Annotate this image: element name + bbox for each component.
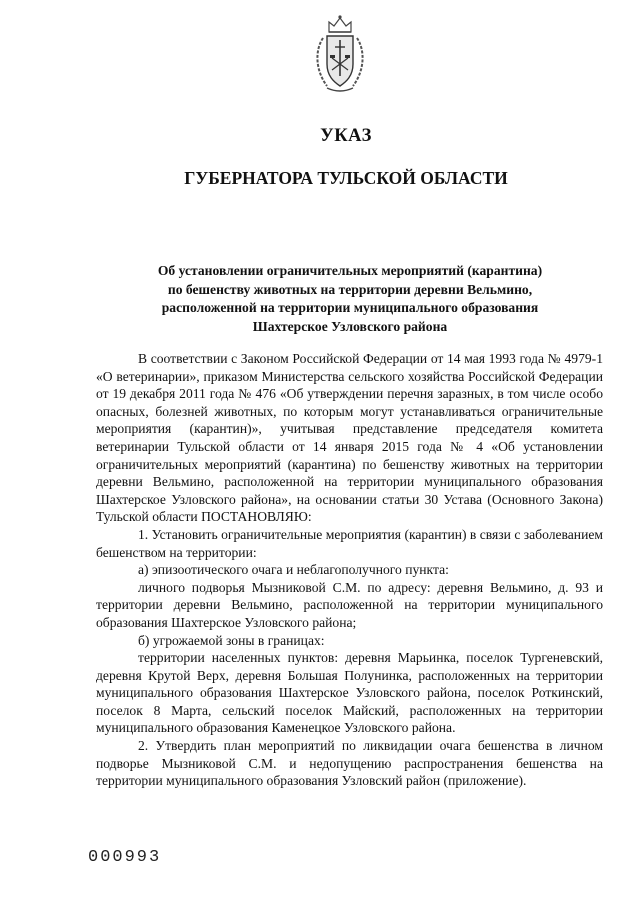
preamble-paragraph: В соответствии с Законом Российской Федерации от 14 мая 1993 года № 4979-1 «О ветеринарии», приказом Министерства сельского хозяйства Российской Федерации от 19 декабря 2011 года № 476 «Об утверждении перечня заразных, в том числе особо опасных, болезней животных, по которым могут устанавливаться ограничительные мероприятия (карантин)», учитывая представление председателя комитета ветеринарии Тульской области от 14 января 2015 года № 4 «Об установлении ограничительных мероприятий (карантина) по бешенству животных на территории деревни Вельмино, расположенной на территории муниципального образования Шахтерское Узловского района», на основании статьи 30 Устава (Основного Закона) Тульской области ПОСТАНОВЛЯЮ:	[96, 351, 603, 525]
subject-line: Шахтерское Узловского района	[252, 318, 448, 334]
item-2-paragraph: 2. Утвердить план мероприятий по ликвидации очага бешенства в личном подворье Мызниковой С.М. и недопущению распространения бешенства на территории муниципального образования Узловский район (приложение).	[96, 738, 603, 789]
document-serial-number: 000993	[88, 848, 162, 867]
item-1b-paragraph: территории населенных пунктов: деревня Марьинка, поселок Тургеневский, деревня Крутой Верх, деревня Большая Полунинка, расположенных на территории муниципального образования Шахтерское Узловского района, поселок Роткинский, поселок 8 Марта, сельский поселок Майский, расположенных на территории муниципального образования Каменецкое Узловского района.	[96, 650, 603, 736]
subject-line: по бешенству животных на территории деревни Вельмино,	[167, 281, 533, 297]
item-1a-paragraph: личного подворья Мызниковой С.М. по адресу: деревня Вельмино, д. 93 и территории деревни Вельмино, расположенной на территории муниципального образования Шахтерское Узловского района;	[96, 579, 603, 630]
issuer-title: ГУБЕРНАТОРА ТУЛЬСКОЙ ОБЛАСТИ	[184, 168, 508, 188]
item-1-paragraph: 1. Установить ограничительные мероприятия (карантин) в связи с заболеванием бешенством на территории:	[96, 526, 603, 560]
item-1b-title: б) угрожаемой зоны в границах:	[138, 632, 325, 648]
subject-line: Об установлении ограничительных мероприятий (карантина)	[157, 263, 543, 278]
coat-of-arms-icon	[313, 14, 367, 96]
document-type-title: УКАЗ	[320, 126, 372, 146]
decree-body	[96, 350, 603, 790]
decree-subject	[108, 262, 592, 336]
item-1a-title: а) эпизоотического очага и неблагополучного пункта:	[138, 562, 449, 578]
subject-line: расположенной на территории муниципального образования	[161, 300, 539, 315]
